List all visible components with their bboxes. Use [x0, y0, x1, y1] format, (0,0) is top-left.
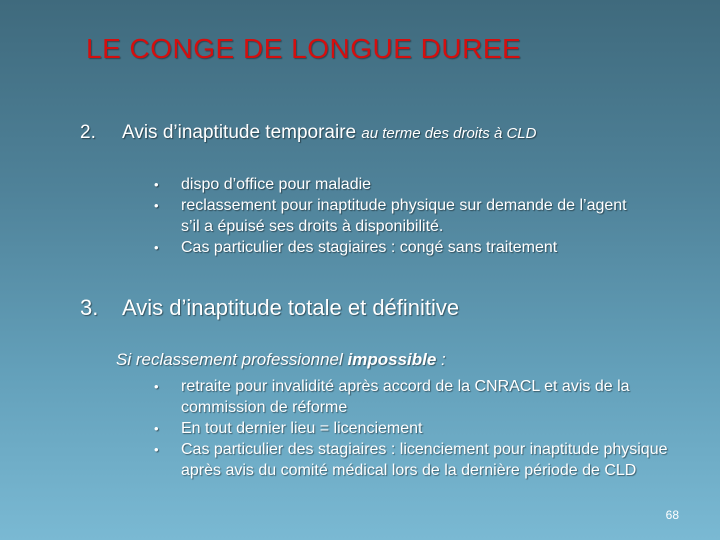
list-item — [154, 418, 681, 439]
bullet-icon: • — [154, 421, 159, 436]
bullet-text: retraite pour invalidité après accord de la CNRACL et avis de la commission de réforme — [181, 378, 630, 416]
list-item — [154, 174, 641, 195]
section-3-sub-prefix: Si reclassement professionnel — [116, 350, 348, 369]
section-3-sub-bold: impossible — [347, 350, 437, 369]
section-3-bullet-list — [154, 376, 681, 481]
list-item — [154, 376, 681, 418]
bullet-text: En tout dernier lieu = licenciement — [181, 420, 423, 437]
bullet-icon: • — [154, 442, 159, 457]
section-3-subheading — [116, 350, 446, 370]
section-2-number: 2. — [80, 122, 96, 143]
section-3-heading: Avis d’inaptitude totale et définitive — [122, 295, 460, 320]
section-2-heading-wrap — [122, 122, 536, 144]
bullet-text: reclassement pour inaptitude physique sur demande de l’agent s’il a épuisé ses droits à disponibilité. — [181, 197, 627, 235]
list-item — [154, 439, 681, 481]
section-2-note: au terme des droits à CLD — [361, 125, 537, 142]
bullet-text: Cas particulier des stagiaires : congé sans traitement — [181, 239, 558, 256]
bullet-text: Cas particulier des stagiaires : licenciement pour inaptitude physique après avis du comité médical lors de la dernière période de CLD — [181, 441, 668, 479]
bullet-icon: • — [154, 240, 159, 255]
bullet-icon: • — [154, 198, 159, 213]
bullet-icon: • — [154, 177, 159, 192]
bullet-text: dispo d’office pour maladie — [181, 176, 372, 193]
page-number: 68 — [665, 508, 679, 522]
slide-title: LE CONGE DE LONGUE DUREE — [86, 33, 522, 64]
bullet-icon: • — [154, 379, 159, 394]
section-3-sub-suffix: : — [436, 350, 446, 369]
list-item — [154, 195, 641, 237]
section-2-heading: Avis d’inaptitude temporaire — [122, 122, 357, 143]
section-2-bullet-list — [154, 174, 641, 258]
list-item — [154, 237, 641, 258]
section-3-number: 3. — [80, 295, 99, 320]
